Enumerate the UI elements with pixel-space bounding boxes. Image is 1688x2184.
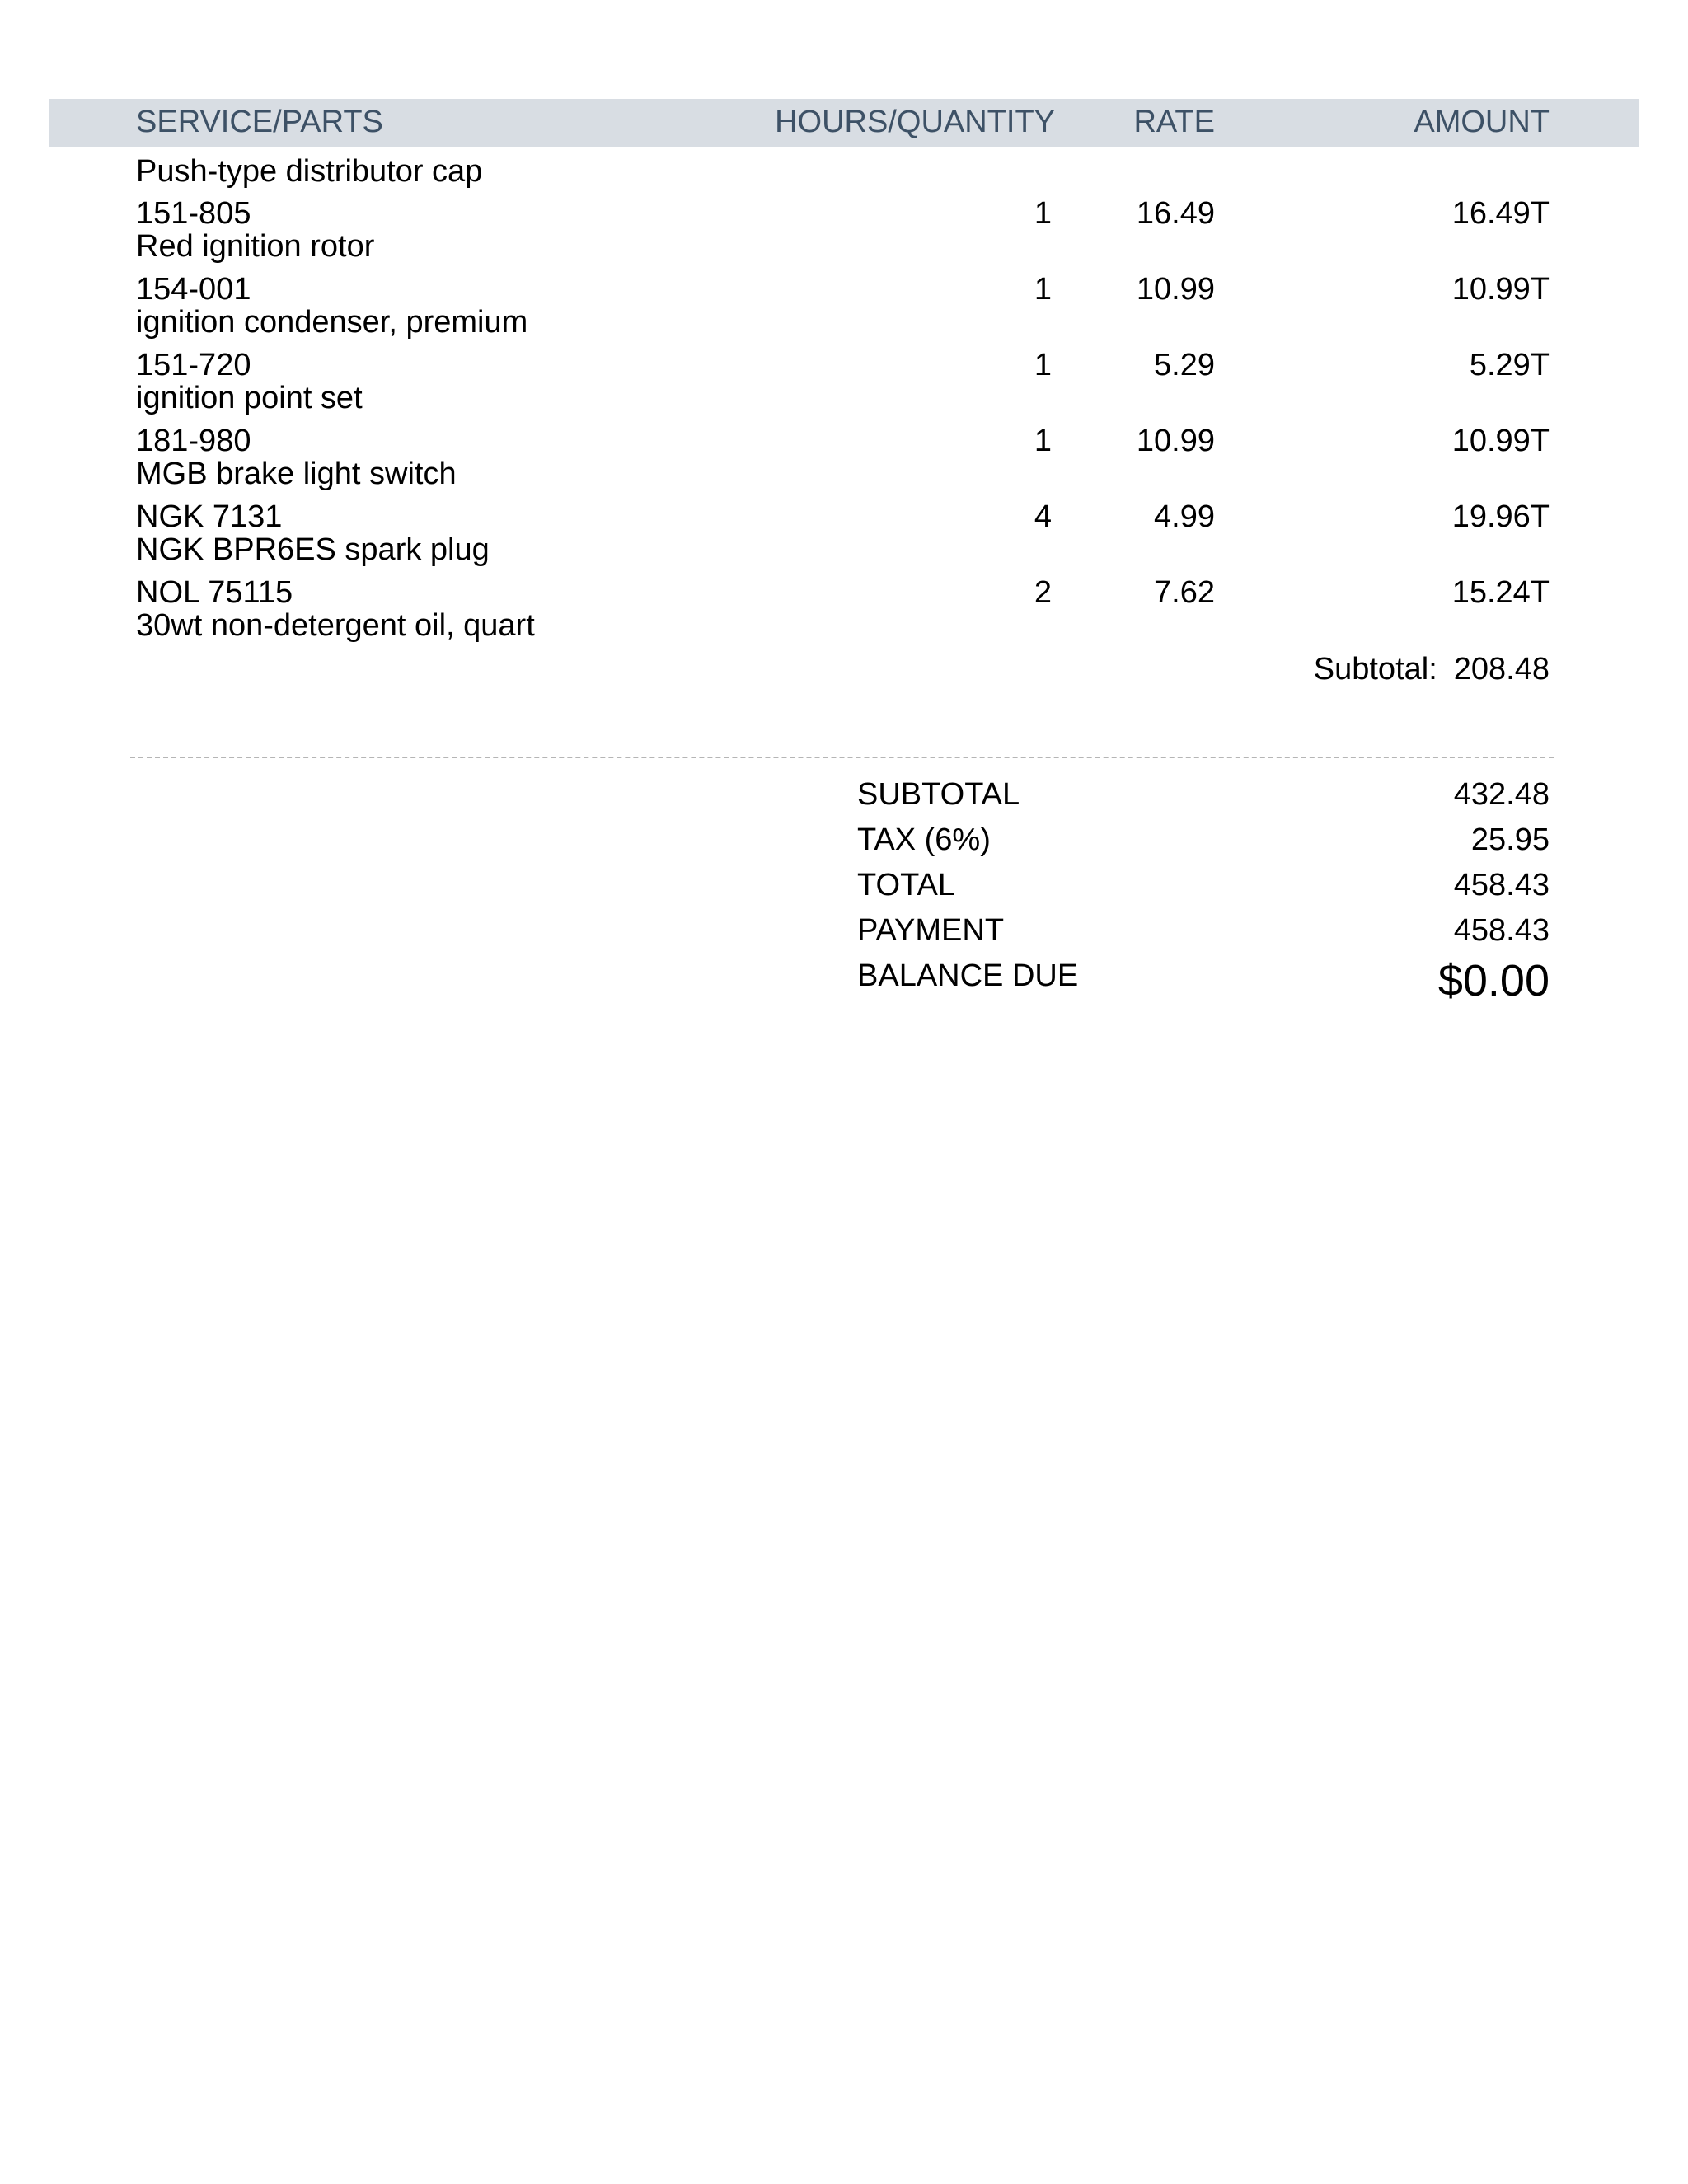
table-row <box>0 197 1688 273</box>
totals-row-tax <box>857 823 1550 869</box>
subtotal-label: SUBTOTAL <box>857 777 1020 812</box>
quantity-cell: 2 <box>1034 575 1052 610</box>
part-code: NGK 7131 <box>136 499 283 534</box>
quantity-cell: 1 <box>1034 272 1052 307</box>
intro-description: Push-type distributor cap <box>136 154 483 189</box>
column-header-quantity: HOURS/QUANTITY <box>775 105 1055 139</box>
quantity-cell: 1 <box>1034 424 1052 458</box>
table-row <box>0 349 1688 424</box>
quantity-cell: 1 <box>1034 196 1052 231</box>
part-description: 30wt non-detergent oil, quart <box>136 608 535 643</box>
rate-cell: 16.49 <box>1136 196 1215 231</box>
rate-cell: 7.62 <box>1154 575 1215 610</box>
part-description: ignition point set <box>136 381 363 415</box>
items-subtotal <box>1314 653 1550 686</box>
dashed-divider <box>130 757 1554 758</box>
tax-value: 25.95 <box>1470 823 1550 857</box>
total-value: 458.43 <box>1453 868 1550 902</box>
quantity-cell: 1 <box>1034 348 1052 382</box>
totals-section <box>857 778 1550 1005</box>
table-row <box>0 576 1688 652</box>
totals-row-subtotal <box>857 778 1550 823</box>
part-description: ignition condenser, premium <box>136 305 528 340</box>
column-header-amount: AMOUNT <box>1414 105 1550 139</box>
part-code: 181-980 <box>136 424 251 458</box>
rate-cell: 10.99 <box>1136 272 1215 307</box>
part-code: 151-720 <box>136 348 251 382</box>
table-row <box>0 273 1688 349</box>
totals-row-balance-due <box>857 956 1550 1005</box>
rate-cell: 4.99 <box>1154 499 1215 534</box>
payment-label: PAYMENT <box>857 913 1005 948</box>
amount-cell: 19.96T <box>1451 499 1550 534</box>
amount-cell: 16.49T <box>1451 196 1550 231</box>
total-label: TOTAL <box>857 868 955 902</box>
table-row <box>0 424 1688 500</box>
table-row <box>0 500 1688 576</box>
amount-cell: 10.99T <box>1451 424 1550 458</box>
payment-value: 458.43 <box>1453 913 1550 948</box>
totals-row-total <box>857 869 1550 914</box>
line-items <box>0 197 1688 652</box>
part-description: NGK BPR6ES spark plug <box>136 532 490 567</box>
items-subtotal-label: Subtotal: <box>1313 652 1437 687</box>
part-code: 154-001 <box>136 272 251 307</box>
totals-row-payment <box>857 914 1550 959</box>
balance-due-value: $0.00 <box>1437 956 1550 1005</box>
part-description: Red ignition rotor <box>136 229 375 264</box>
tax-label: TAX (6%) <box>857 823 991 857</box>
part-description: MGB brake light switch <box>136 457 457 491</box>
subtotal-value: 432.48 <box>1453 777 1550 812</box>
quantity-cell: 4 <box>1034 499 1052 534</box>
part-code: 151-805 <box>136 196 251 231</box>
column-header-service: SERVICE/PARTS <box>136 105 383 139</box>
amount-cell: 15.24T <box>1451 575 1550 610</box>
rate-cell: 5.29 <box>1154 348 1215 382</box>
balance-due-label: BALANCE DUE <box>857 958 1079 993</box>
column-header-rate: RATE <box>1133 105 1215 139</box>
part-code: NOL 75115 <box>136 575 293 610</box>
amount-cell: 5.29T <box>1469 348 1550 382</box>
amount-cell: 10.99T <box>1451 272 1550 307</box>
items-subtotal-value: 208.48 <box>1453 652 1550 687</box>
rate-cell: 10.99 <box>1136 424 1215 458</box>
